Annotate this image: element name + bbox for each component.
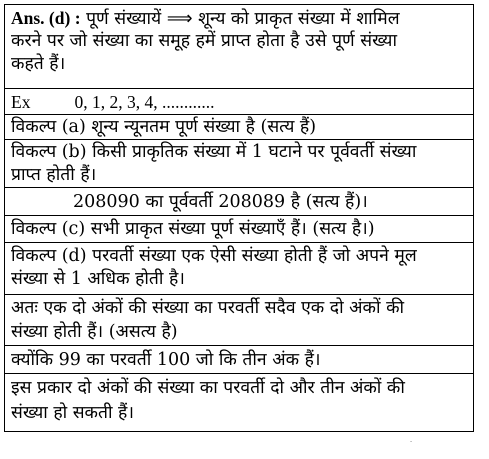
divider xyxy=(5,294,473,295)
example-label: Ex xyxy=(11,92,31,112)
divider xyxy=(5,345,473,346)
answer-line-3: कहते हैं। xyxy=(11,54,66,74)
conclusion-line-2: संख्या होती हैं। (असत्य है) xyxy=(11,322,178,342)
divider xyxy=(5,215,473,216)
conclusion-line-4: इस प्रकार दो अंकों की संख्या का परवर्ती दो और तीन अंकों की xyxy=(11,378,405,398)
answer-line-1 xyxy=(11,7,400,30)
answer-label: Ans. (d) : xyxy=(11,8,81,28)
footer-mark: - xyxy=(410,438,413,445)
divider xyxy=(5,373,473,374)
option-b-line-2: प्राप्त होती हैं। xyxy=(11,165,97,185)
option-d-line-1: विकल्प (d) परवर्ती संख्या एक ऐसी संख्या होती हैं जो अपने मूल xyxy=(11,246,417,266)
answer-intro-text: पूर्ण संख्यायें xyxy=(86,9,162,29)
divider xyxy=(5,187,473,188)
right-double-arrow-icon: ⟹ xyxy=(166,8,193,29)
answer-box xyxy=(4,4,474,432)
option-c: विकल्प (c) सभी प्राकृत संख्या पूर्ण संख्याएँ हैं। (सत्य है।) xyxy=(11,219,375,239)
conclusion-line-3: क्योंकि 99 का परवर्ती 100 जो कि तीन अंक हैं। xyxy=(11,350,321,370)
divider xyxy=(5,139,473,140)
option-a: विकल्प (a) शून्य न्यूनतम पूर्ण संख्या है (सत्य हैं) xyxy=(11,117,317,137)
conclusion-line-5: संख्या हो सकती हैं। xyxy=(11,403,134,423)
example-values: 0, 1, 2, 3, 4, ............ xyxy=(74,92,215,112)
example-line xyxy=(11,91,214,114)
option-d-line-2: संख्या से 1 अधिक होती है। xyxy=(11,269,185,289)
answer-line-2: करने पर जो संख्या का समूह हमें प्राप्त होता है उसे पूर्ण संख्या xyxy=(11,31,397,51)
conclusion-line-1: अतः एक दो अंकों की संख्या का परवर्ती सदैव एक दो अंकों की xyxy=(11,298,405,318)
option-b-line-1: विकल्प (b) किसी प्राकृतिक संख्या में 1 घटाने पर पूर्ववर्ती संख्या xyxy=(11,142,417,162)
divider xyxy=(5,114,473,115)
option-b-example: 208090 का पूर्ववर्ती 208089 है (सत्य हैं)। xyxy=(73,192,368,212)
divider xyxy=(5,88,473,89)
answer-intro-rest: शून्य को प्राकृत संख्या में शामिल xyxy=(198,9,400,29)
divider xyxy=(5,242,473,243)
